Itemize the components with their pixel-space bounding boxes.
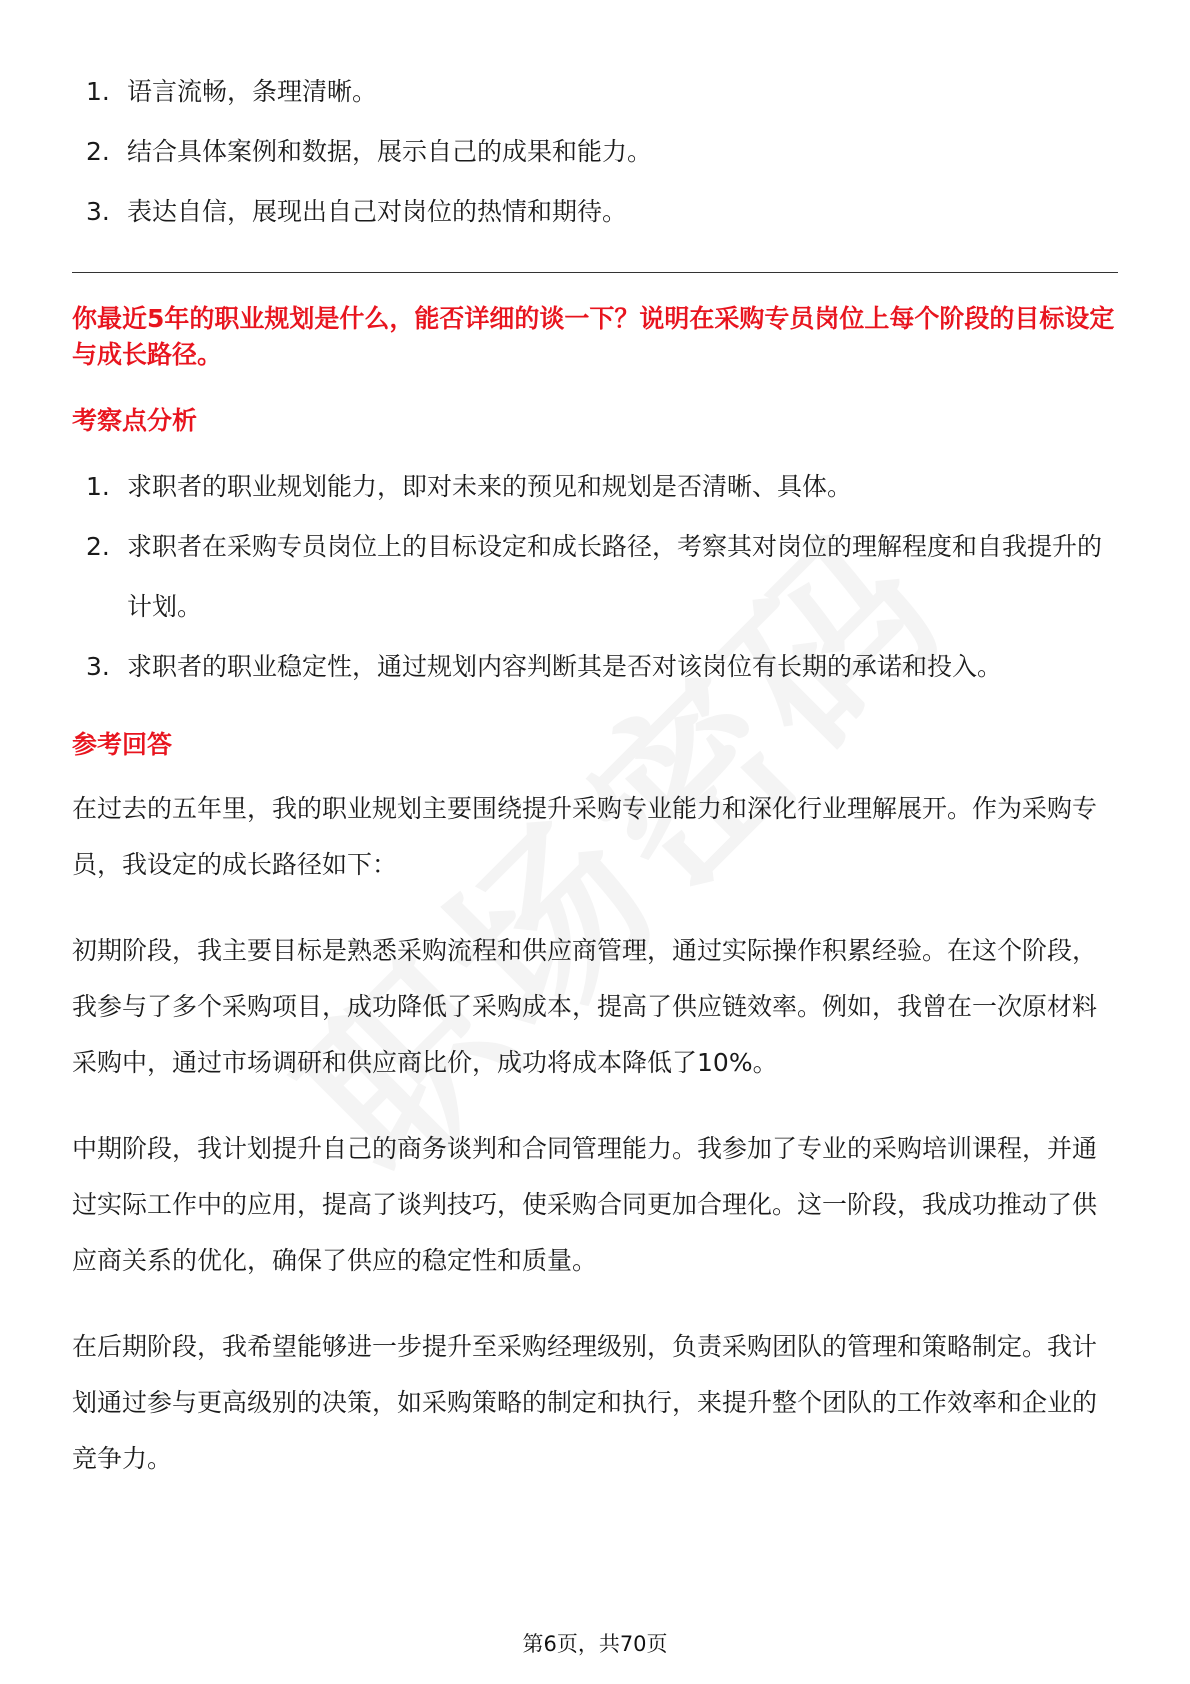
list-number: 3. (86, 652, 110, 681)
analysis-heading: 考察点分析 (72, 406, 198, 435)
list-number: 1. (86, 77, 110, 106)
list-number: 3. (86, 197, 110, 226)
list-item (72, 457, 1118, 517)
list-item-text: 求职者在采购专员岗位上的目标设定和成长路径，考察其对岗位的理解程度和自我提升的计划。 (127, 532, 1103, 621)
answer-paragraph: 初期阶段，我主要目标是熟悉采购流程和供应商管理，通过实际操作积累经验。在这个阶段，我参与了多个采购项目，成功降低了采购成本，提高了供应链效率。例如，我曾在一次原材料采购中，通过市场调研和供应商比价，成功将成本降低了10%。 (72, 936, 1098, 1077)
interview-question: 你最近5年的职业规划是什么，能否详细的谈一下？说明在采购专员岗位上每个阶段的目标设定与成长路径。 (72, 304, 1115, 369)
answer-heading: 参考回答 (72, 730, 173, 759)
list-item (72, 62, 1118, 122)
list-number: 2. (86, 532, 110, 561)
answer-paragraph: 中期阶段，我计划提升自己的商务谈判和合同管理能力。我参加了专业的采购培训课程，并通过实际工作中的应用，提高了谈判技巧，使采购合同更加合理化。这一阶段，我成功推动了供应商关系的优化，确保了供应的稳定性和质量。 (72, 1134, 1098, 1275)
list-item (72, 517, 1118, 637)
list-item-text: 求职者的职业稳定性，通过规划内容判断其是否对该岗位有长期的承诺和投入。 (127, 652, 1003, 681)
list-item (72, 182, 1118, 242)
list-number: 1. (86, 472, 110, 501)
list-item-text: 求职者的职业规划能力，即对未来的预见和规划是否清晰、具体。 (127, 472, 853, 501)
list-item-text: 表达自信，展现出自己对岗位的热情和期待。 (127, 197, 628, 226)
list-number: 2. (86, 137, 110, 166)
section-divider (72, 272, 1118, 273)
answer-paragraph: 在后期阶段，我希望能够进一步提升至采购经理级别，负责采购团队的管理和策略制定。我计划通过参与更高级别的决策，如采购策略的制定和执行，来提升整个团队的工作效率和企业的竞争力。 (72, 1332, 1098, 1473)
list-item (72, 637, 1118, 697)
top-numbered-list (72, 62, 1118, 242)
analysis-list (72, 457, 1118, 697)
list-item (72, 122, 1118, 182)
answer-paragraph: 在过去的五年里，我的职业规划主要围绕提升采购专业能力和深化行业理解展开。作为采购专员，我设定的成长路径如下： (72, 794, 1098, 879)
page-content (72, 62, 1118, 1517)
list-item-text: 语言流畅，条理清晰。 (127, 77, 378, 106)
list-item-text: 结合具体案例和数据，展示自己的成果和能力。 (127, 137, 653, 166)
page-footer: 第6页，共70页 (522, 1632, 668, 1656)
